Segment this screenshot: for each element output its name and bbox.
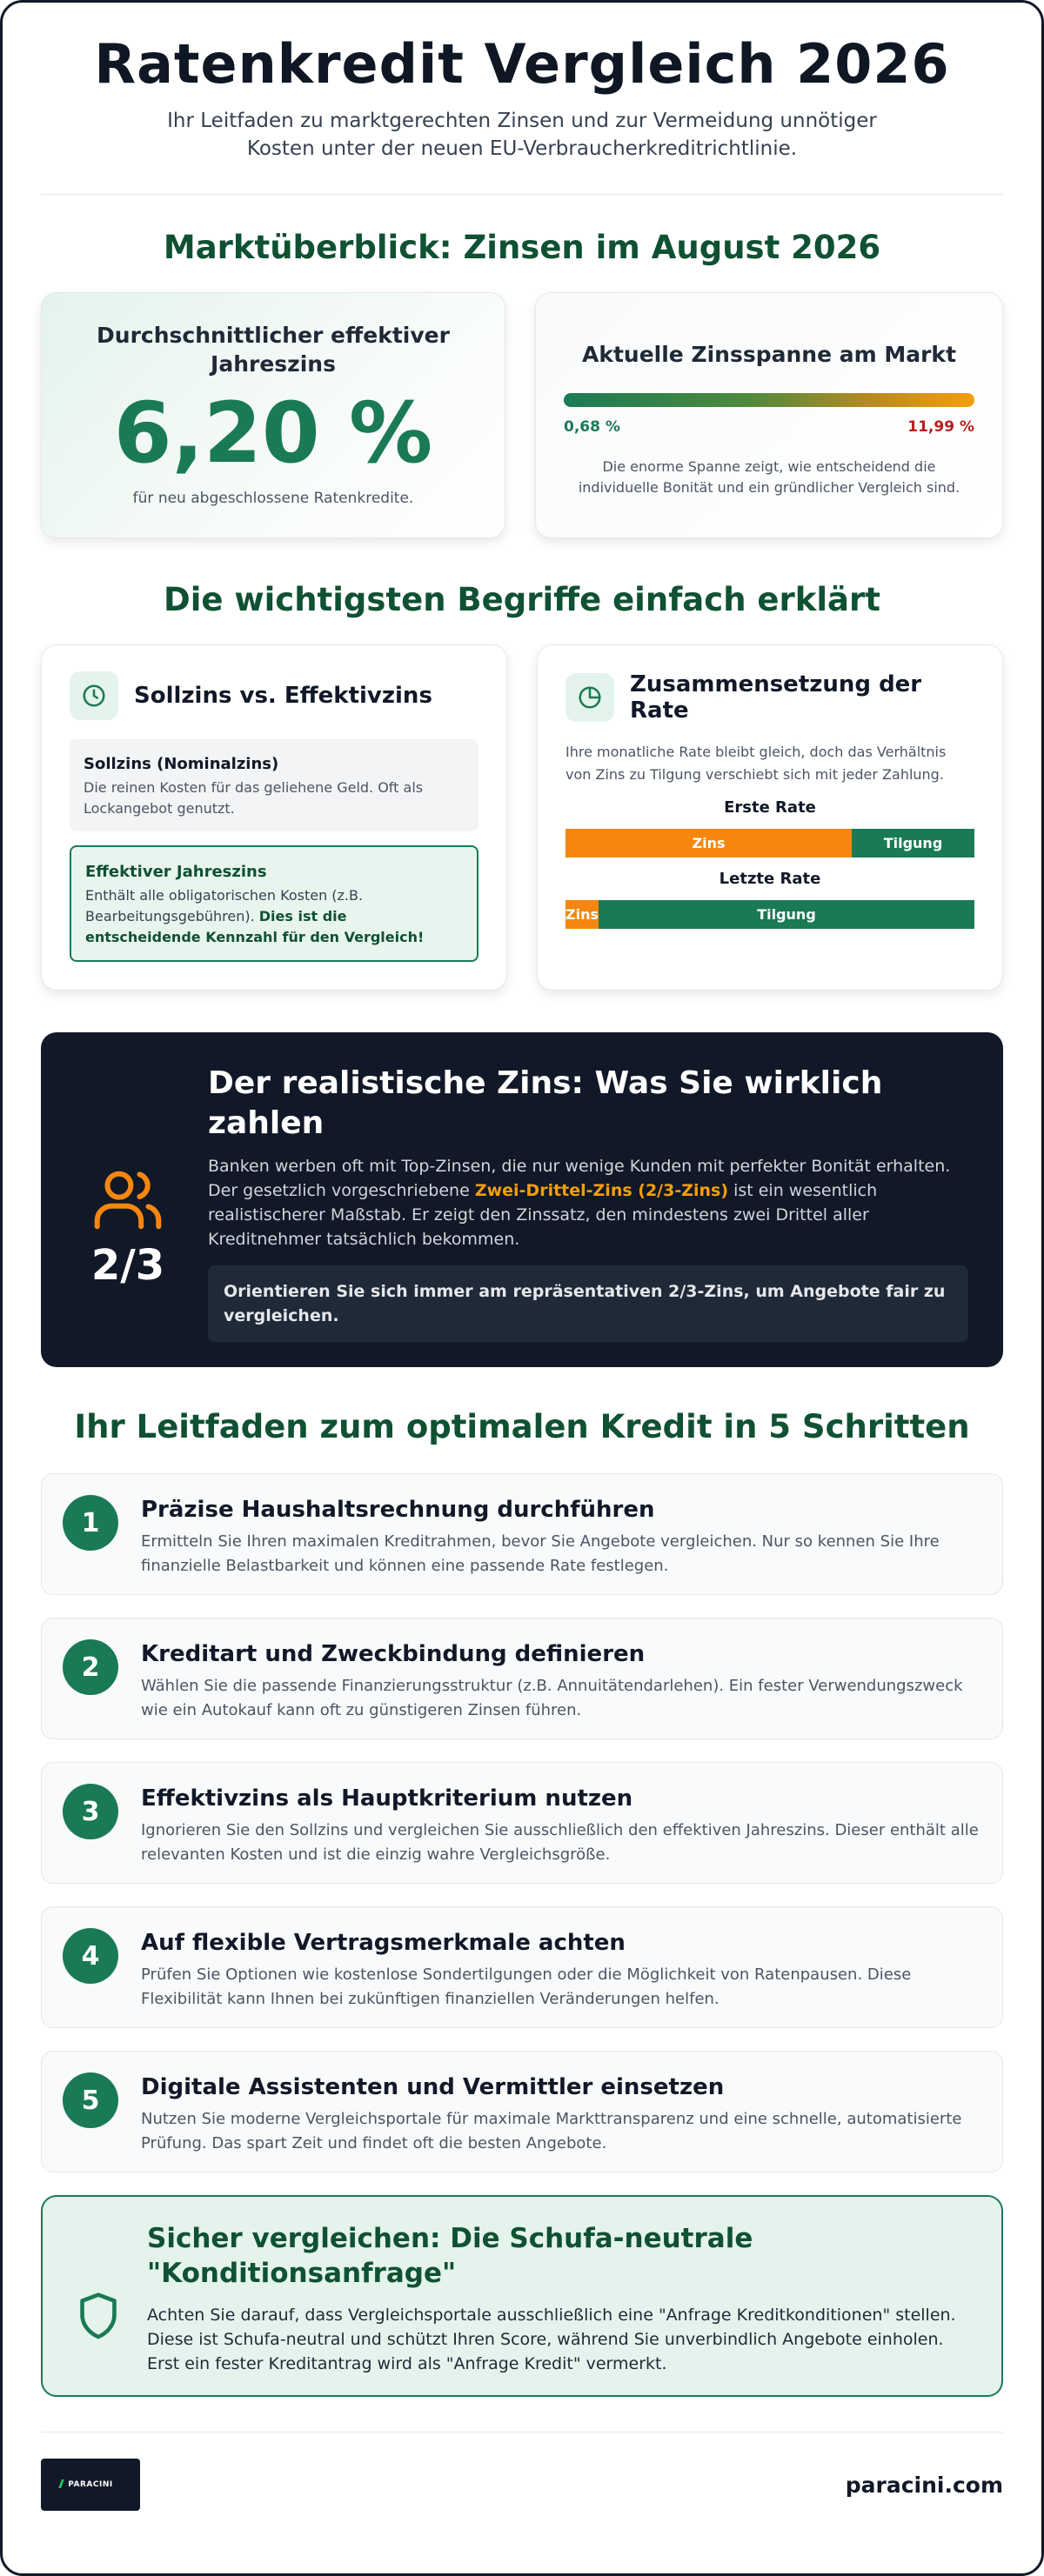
rate-spread-low: 0,68 % [564,418,620,436]
average-rate-label: Durchschnittlicher effektiver Jahreszins [97,323,450,377]
last-rate-zins-segment: Zins [566,900,599,929]
effektivzins-title: Effektiver Jahreszins [85,863,267,881]
step-body [141,1784,981,1883]
realistic-rate-tip: Orientieren Sie sich immer am repräsentativen 2/3-Zins, um Angebote fair zu vergleichen. [208,1265,968,1342]
subtitle-line-1: Ihr Leitfaden zu marktgerechten Zinsen und zur Vermeidung unnötiger [167,110,877,132]
step-text: Ignorieren Sie den Sollzins und vergleichen Sie ausschließlich den effektiven Jahreszins. Dieser enthält alle relevanten Kosten und ist die einzig wahre Vergleichsgröße. [141,1821,979,1864]
first-rate-zins-segment: Zins [566,829,852,858]
schufa-text: Achten Sie darauf, dass Vergleichsportale ausschließlich eine "Anfrage Kreditkonditionen" stellen. Diese ist Schufa-neutral und schützt Ihren Score, während Sie unverbindlich Angebote einholen. Erst ein fester Kreditantrag wird als "Anfrage Kredit" vermerkt. [147,2306,956,2373]
sollzins-title: Sollzins (Nominalzins) [84,755,279,773]
rate-spread-note-line-2: individuelle Bonität und ein gründlicher Vergleich sind. [578,479,960,496]
rate-spread-card [535,292,1003,538]
rate-composition-intro: Ihre monatliche Rate bleibt gleich, doch das Verhältnis von Zins zu Tilgung verschiebt sich mit jeder Zahlung. [566,744,947,783]
paracini-logo[interactable] [41,2459,140,2511]
step-number: 5 [63,2072,118,2128]
overview-title: Marktüberblick: Zinsen im August 2026 [163,229,881,266]
step-title: Präzise Haushaltsrechnung durchführen [141,1497,655,1523]
term-card-header [566,671,974,724]
step-text: Prüfen Sie Optionen wie kostenlose Sondertilgungen oder die Möglichkeit von Ratenpausen. Diese Flexibilität kann Ihnen bei zukünftigen finanziellen Veränderungen helfen. [141,1965,912,2008]
first-rate-tilgung-segment: Tilgung [852,829,974,858]
step-text: Ermitteln Sie Ihren maximalen Kreditrahmen, bevor Sie Angebote vergleichen. Nur so kennen Sie Ihre finanzielle Belastbarkeit und können eine passende Rate festlegen. [141,1532,940,1575]
realistic-rate-text [208,1154,968,1251]
step-number: 4 [63,1928,118,1984]
step-body [141,1639,981,1738]
page-title: Ratenkredit Vergleich 2026 [94,32,950,96]
rate-composition-card [537,644,1003,991]
realistic-rate-title: Der realistische Zins: Was Sie wirklich zahlen [208,1065,883,1141]
logo-wordmark: PARACINI [68,2480,113,2489]
average-rate-card [41,292,505,538]
average-rate-note: für neu abgeschlossene Ratenkredite. [132,490,414,507]
guide-title: Ihr Leitfaden zum optimalen Kredit in 5 Schritten [74,1408,970,1445]
step-text: Wählen Sie die passende Finanzierungsstruktur (z.B. Annuitätendarlehen). Ein fester Verwendungszweck wie ein Autokauf kann oft zu günstigeren Zinsen führen. [141,1677,963,1719]
step-body [141,1928,981,2027]
page-subtitle [41,107,1003,163]
average-rate-value: 6,20 % [113,384,433,482]
two-thirds-figure: 2/3 [90,1241,165,1290]
last-rate-label: Letzte Rate [719,870,821,888]
guide-step [41,1762,1003,1884]
step-body [141,2072,981,2172]
realistic-rate-text-before: Banken werben oft mit Top-Zinsen, die nur wenige Kunden mit perfekter Bonität erhalten. Der gesetzlich vorgeschriebene [208,1157,951,1200]
effektivzins-text [85,885,463,948]
effektivzins-text-strong: Dies ist die entscheidende Kennzahl für den Vergleich! [85,908,425,945]
schufa-content [147,2221,967,2395]
rate-spread-label: Aktuelle Zinsspanne am Markt [581,342,957,367]
realistic-rate-content [208,1064,968,1367]
schufa-section [41,2195,1003,2397]
terms-title: Die wichtigsten Begriffe einfach erklärt [164,581,880,618]
pie-chart-icon [566,673,614,722]
first-rate-bar [566,829,974,858]
guide-steps [41,1473,1003,2172]
sollzins-text: Die reinen Kosten für das geliehene Geld. Oft als Lockangebot genutzt. [84,779,424,817]
shield-icon [74,2221,123,2395]
overview-row [41,292,1003,538]
rate-spread-high: 11,99 % [907,418,974,436]
step-number: 3 [63,1784,118,1839]
terms-row [41,644,1003,991]
sollzins-box [70,739,478,831]
rate-spread-values [564,418,974,436]
last-rate-tilgung-segment: Tilgung [599,900,974,929]
guide-step [41,1906,1003,2028]
realistic-rate-section [41,1032,1003,1367]
step-title: Digitale Assistenten und Vermittler einsetzen [141,2074,725,2100]
guide-step [41,2051,1003,2172]
footer-divider [41,2432,1003,2433]
effektivzins-box [70,845,478,962]
first-rate-label: Erste Rate [724,798,816,817]
last-rate-bar [566,900,974,929]
step-title: Kreditart und Zweckbindung definieren [141,1641,646,1667]
realistic-rate-badge [76,1064,180,1367]
realistic-rate-text-after: ist ein wesentlich realistischerer Maßstab. Er zeigt den Zinssatz, den mindestens zwei Drittel aller Kreditnehmer tatsächlich bekommen. [208,1181,878,1249]
step-title: Effektivzins als Hauptkriterium nutzen [141,1785,633,1812]
rate-spread-note-line-1: Die enorme Spanne zeigt, wie entscheidend die [602,458,936,475]
header [41,3,1003,163]
guide-step [41,1618,1003,1739]
term-card-title: Zusammensetzung der Rate [630,671,922,724]
header-divider [41,194,1003,195]
step-body [141,1495,981,1594]
step-number: 2 [63,1639,118,1695]
guide-step [41,1473,1003,1595]
rate-spread-note [564,457,974,498]
clock-icon [70,671,118,720]
site-link[interactable]: paracini.com [845,2472,1003,2498]
footer [41,2459,1003,2511]
term-card-header [70,671,478,720]
users-icon [91,1168,164,1236]
step-text: Nutzen Sie moderne Vergleichsportale für maximale Markttransparenz und eine schnelle, automatisierte Prüfung. Das spart Zeit und findet oft die besten Angebote. [141,2110,962,2152]
term-card-title: Sollzins vs. Effektivzins [134,683,432,709]
effektivzins-text-main: Enthält alle obligatorischen Kosten (z.B. Bearbeitungsgebühren). [85,887,364,924]
step-number: 1 [63,1495,118,1551]
subtitle-line-2: Kosten unter der neuen EU-Verbraucherkreditrichtlinie. [246,137,798,160]
schufa-title: Sicher vergleichen: Die Schufa-neutrale "Konditionsanfrage" [147,2223,753,2289]
rate-spread-bar [564,393,974,407]
sollzins-vs-effektivzins-card [41,644,507,991]
step-title: Auf flexible Vertragsmerkmale achten [141,1930,626,1956]
two-thirds-highlight: Zwei-Drittel-Zins (2/3-Zins) [474,1181,729,1200]
